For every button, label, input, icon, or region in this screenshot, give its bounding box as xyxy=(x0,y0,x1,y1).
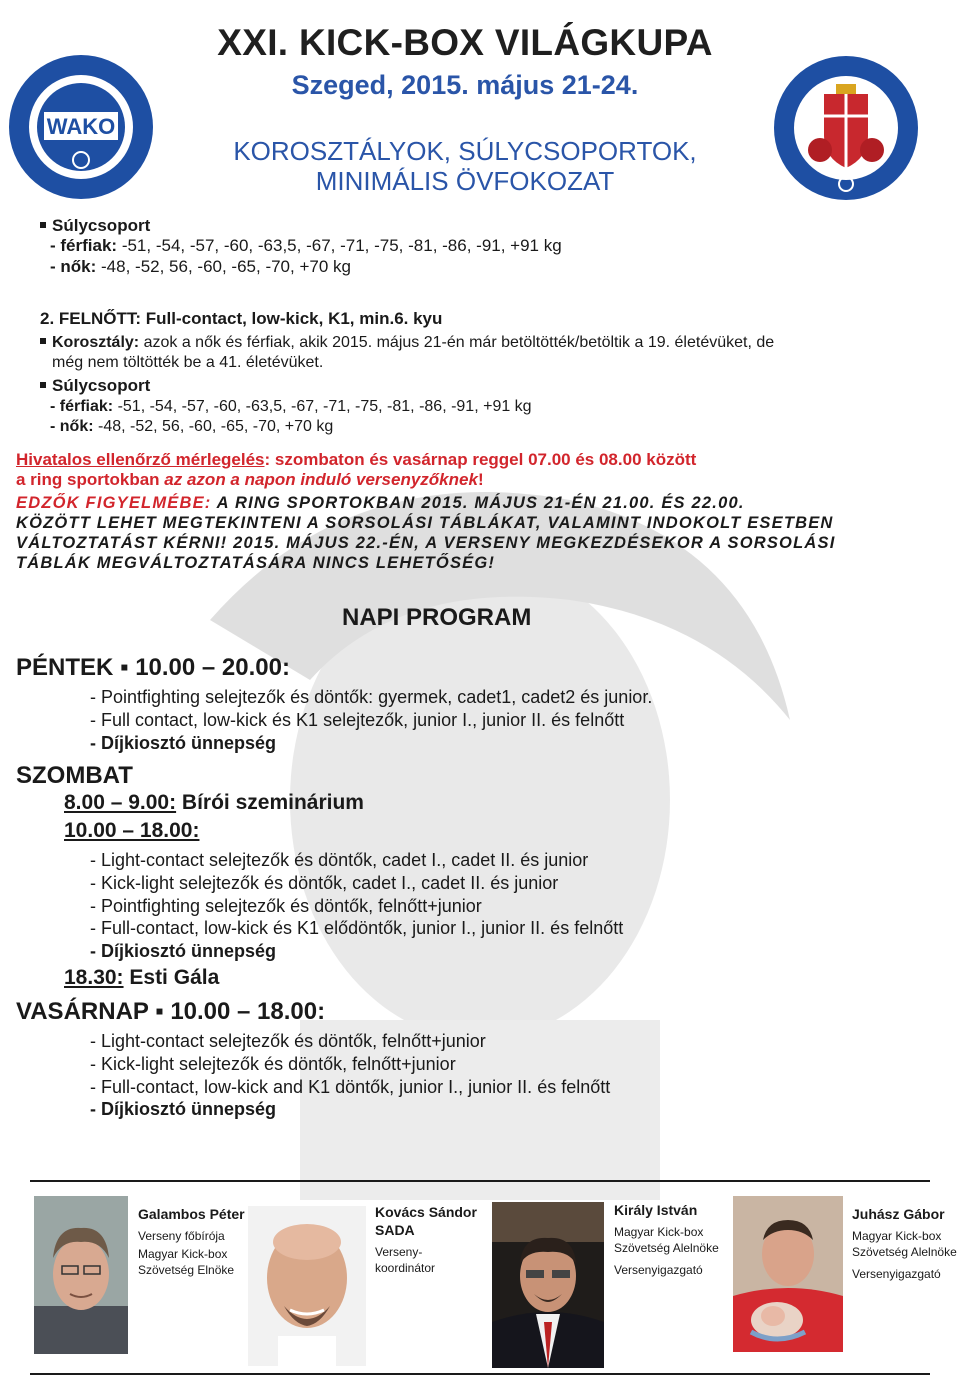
coaches-notice-line2: KÖZÖTT LEHET MEGTEKINTENI A SORSOLÁSI TÁBLÁKAT, VALAMINT INDOKOLT ESETBEN xyxy=(16,514,834,532)
friday-item: - Díjkiosztó ünnepség xyxy=(90,733,277,753)
official-name: Király István xyxy=(614,1202,698,1218)
adult-age-line2: még nem töltötték be a 41. életévüket. xyxy=(52,354,324,371)
official-role: Szövetség Elnöke xyxy=(138,1263,235,1277)
official-role: Versenyigazgató xyxy=(852,1267,941,1281)
saturday-gala: 18.30: Esti Gála xyxy=(64,966,220,989)
saturday-item: - Pointfighting selejtezők és döntők, felnőtt+junior xyxy=(90,896,482,916)
category-title-line2: MINIMÁLIS ÖVFOKOZAT xyxy=(315,166,615,196)
coaches-notice-line4: TÁBLÁK MEGVÁLTOZTATÁSÁRA NINCS LEHETŐSÉG! xyxy=(16,554,496,572)
official-name: Kovács Sándor xyxy=(375,1204,477,1220)
official-role: Magyar Kick-box xyxy=(852,1229,942,1243)
official-role: Szövetség Alelnöke xyxy=(852,1245,957,1259)
coaches-notice-line1: EDZŐK FIGYELMÉBE: A RING SPORTOKBAN 2015. MÁJUS 21-ÉN 21.00. ÉS 22.00. xyxy=(16,494,745,512)
weight-men-line: - férfiak: -51, -54, -57, -60, -63,5, -67, -71, -75, -81, -86, -91, +91 kg xyxy=(50,236,562,255)
official-role: Magyar Kick-box xyxy=(138,1247,228,1261)
friday-item: - Full contact, low-kick és K1 selejtezők, junior I., junior II. és felnőtt xyxy=(90,710,625,730)
saturday-slot1: 8.00 – 9.00: Bírói szeminárium xyxy=(64,791,364,814)
saturday-slot2: 10.00 – 18.00: xyxy=(64,819,200,842)
weight-class-heading: Súlycsoport xyxy=(40,216,150,236)
saturday-item: - Kick-light selejtezők és döntők, cadet I., cadet II. és junior xyxy=(90,873,559,893)
event-title: XXI. KICK-BOX VILÁGKUPA xyxy=(217,22,713,63)
official-role: koordinátor xyxy=(375,1261,436,1275)
official-role: Magyar Kick-box xyxy=(614,1225,704,1239)
sunday-item: - Full-contact, low-kick and K1 döntők, junior I., junior II. és felnőtt xyxy=(90,1077,611,1097)
wako-logo xyxy=(6,52,156,202)
official-name: Juhász Gábor xyxy=(852,1206,945,1222)
program-title: NAPI PROGRAM xyxy=(342,604,532,631)
sunday-heading: VASÁRNAP ▪ 10.00 – 18.00: xyxy=(16,998,326,1025)
bullet-square-icon xyxy=(40,338,46,344)
bullet-square-icon xyxy=(40,222,46,228)
coaches-notice-line3: VÁLTOZTATÁST KÉRNI! 2015. MÁJUS 22.-ÉN, A VERSENY MEGKEZDÉSEKOR A SORSOLÁSI xyxy=(16,534,836,552)
sunday-item: - Light-contact selejtezők és döntők, felnőtt+junior xyxy=(90,1031,486,1051)
official-photo-galambos xyxy=(34,1196,128,1354)
adult-weight-heading: Súlycsoport xyxy=(40,376,150,396)
bottom-divider xyxy=(30,1373,930,1375)
top-divider xyxy=(30,1180,930,1182)
official-photo-kiraly xyxy=(492,1202,604,1368)
official-weighin-line1: Hivatalos ellenőrző mérlegelés: szombaton és vasárnap reggel 07.00 és 08.00 között xyxy=(16,450,697,469)
official-name-nickname: SADA xyxy=(375,1222,415,1238)
official-photo-juhasz xyxy=(733,1196,843,1352)
adult-weight-women: - nők: -48, -52, 56, -60, -65, -70, +70 kg xyxy=(50,418,334,435)
svg-text:WAKO: WAKO xyxy=(46,114,116,139)
magyar-kickbox-logo xyxy=(772,54,920,202)
adult-heading: 2. FELNŐTT: Full-contact, low-kick, K1, min.6. kyu xyxy=(40,309,443,328)
official-role: Verseny- xyxy=(375,1245,423,1259)
friday-heading: PÉNTEK ▪ 10.00 – 20.00: xyxy=(16,654,290,681)
adult-age-line1: Korosztály: azok a nők és férfiak, akik 2015. május 21-én már betöltötték/betöltik a 19. életévüket, de xyxy=(40,334,774,352)
sunday-item: - Díjkiosztó ünnepség xyxy=(90,1099,277,1119)
category-title-line1: KOROSZTÁLYOK, SÚLYCSOPORTOK, xyxy=(233,136,697,166)
saturday-item: - Díjkiosztó ünnepség xyxy=(90,941,277,961)
official-weighin-line2: a ring sportokban az azon a napon induló versenyzőknek! xyxy=(16,470,484,489)
sunday-item: - Kick-light selejtezők és döntők, felnőtt+junior xyxy=(90,1054,456,1074)
saturday-heading: SZOMBAT xyxy=(16,762,133,789)
adult-weight-men: - férfiak: -51, -54, -57, -60, -63,5, -67, -71, -75, -81, -86, -91, +91 kg xyxy=(50,398,532,415)
saturday-item: - Full-contact, low-kick és K1 elődöntők, junior I., junior II. és felnőtt xyxy=(90,918,624,938)
friday-item: - Pointfighting selejtezők és döntők: gyermek, cadet1, cadet2 és junior. xyxy=(90,687,653,707)
official-role: Versenyigazgató xyxy=(614,1263,703,1277)
official-role: Verseny főbírója xyxy=(138,1229,225,1243)
event-date-location: Szeged, 2015. május 21-24. xyxy=(291,70,639,100)
official-role: Szövetség Alelnöke xyxy=(614,1241,719,1255)
saturday-item: - Light-contact selejtezők és döntők, cadet I., cadet II. és junior xyxy=(90,850,589,870)
weight-women-line: - nők: -48, -52, 56, -60, -65, -70, +70 kg xyxy=(50,257,351,276)
official-photo-kovacs xyxy=(248,1206,366,1366)
bullet-square-icon xyxy=(40,382,46,388)
official-name: Galambos Péter xyxy=(138,1206,245,1222)
